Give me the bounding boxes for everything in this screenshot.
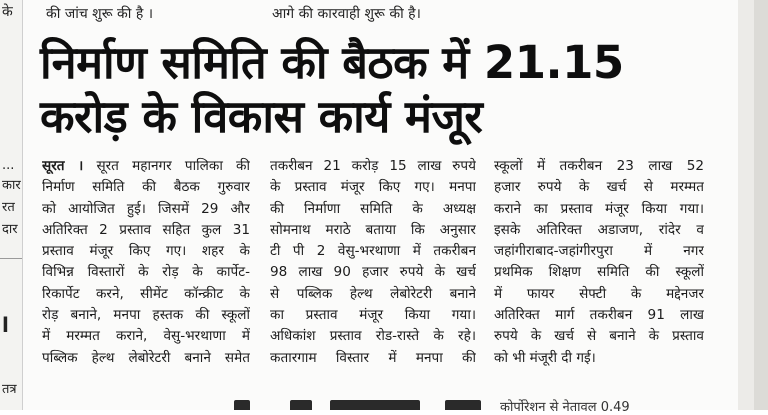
adjacent-article-left: [0, 0, 23, 410]
body-line: निर्माण समिति की बैठक गुरुवार: [42, 179, 250, 196]
previous-article-line: की जांच शुरू की है ।: [46, 6, 154, 22]
next-article-fragment: कोर्पोरेशन से नेतावल 0.49: [500, 400, 630, 415]
body-line: रोड़ बनाने, मनपा हस्तक की स्कूलों: [42, 307, 250, 324]
body-line: विभिन्न विस्तारों के रोड़ के कार्पेट-: [42, 264, 250, 281]
body-line: इसके अतिरिक्त अडाजण, रांदेर व: [494, 221, 704, 238]
body-line: रुपये के खर्च से बनाने के प्रस्ताव: [494, 328, 704, 345]
body-line: के प्रस्ताव मंजूर किए गए। मनपा: [270, 179, 476, 196]
body-line: तकरीबन 21 करोड़ 15 लाख रुपये: [270, 158, 476, 174]
body-line: को आयोजित हुई। जिसमें 29 और: [42, 200, 250, 217]
body-line: में मरम्मत कराने, वेसु-भरथाणा में: [42, 328, 250, 345]
article-column-1: [42, 156, 250, 369]
body-line: टी पी 2 वेसु-भरथाणा में तकरीबन: [270, 243, 476, 260]
headline-line: निर्माण समिति की बैठक में 21.15: [40, 36, 624, 89]
body-line: की निर्माणा समिति के अध्यक्ष: [270, 200, 476, 217]
article-column-3: [494, 156, 704, 369]
article-headline: [40, 36, 730, 144]
left-fragment: दार: [2, 222, 18, 237]
dateline: सूरत ।: [42, 158, 84, 174]
body-line: प्रथमिक शिक्षण समिति की स्कूलों: [494, 264, 704, 281]
body-line: कतारगाम विस्तार में मनपा की: [270, 349, 476, 366]
left-fragment: रत: [2, 200, 15, 215]
page-edge-right: [738, 0, 768, 410]
body-line: स्कूलों में तकरीबन 23 लाख 52: [494, 158, 704, 174]
body-line: कराने का प्रस्ताव मंजूर किया गया।: [494, 200, 704, 217]
left-fragment: कार: [2, 178, 21, 193]
body-line: पब्लिक हेल्थ लेबोरेटरी बनाने समेत: [42, 349, 250, 366]
edge-fragment: के: [2, 4, 13, 20]
body-line: जहांगीराबाद-जहांगीरपुरा में नगर: [494, 243, 704, 260]
left-fragment: ...: [2, 158, 15, 173]
previous-article-line: आगे की कारवाही शुरू की है।: [272, 6, 421, 22]
body-line: अधिकांश प्रस्ताव रोड-रास्ते के रहे।: [270, 328, 476, 345]
body-line: रिकार्पेट करने, सीमेंट कॉन्क्रीट के: [42, 285, 250, 302]
body-line: हजार रुपये के खर्च से मरम्मत: [494, 179, 704, 196]
next-headline-cropped: [230, 394, 710, 410]
body-line: में फायर सेफ्टी के मद्देनजर: [494, 285, 704, 302]
body-line: से पब्लिक हेल्थ लेबोरेटरी बनाने: [270, 285, 476, 302]
body-line: सूरत । सूरत महानगर पालिका की: [42, 158, 250, 174]
page-shadow: [754, 0, 768, 410]
headline-line: करोड़ के विकास कार्य मंजूर: [40, 90, 483, 143]
left-fragment: l: [2, 313, 9, 337]
body-line: को भी मंजूरी दी गई।: [494, 349, 596, 366]
body-line: अतिरिक्त मार्ग तकरीबन 91 लाख: [494, 307, 704, 324]
body-line: प्रस्ताव मंजूर किए गए। शहर के: [42, 243, 250, 260]
body-line: 98 लाख 90 हजार रुपये के खर्च: [270, 264, 476, 281]
body-line: अतिरिक्त 2 प्रस्ताव सहित कुल 31: [42, 221, 250, 238]
left-fragment: तत्र: [2, 382, 17, 397]
article-column-2: [270, 156, 476, 369]
body-line: सोमनाथ मराठे बताया कि अनुसार: [270, 221, 476, 238]
column-divider: [0, 258, 22, 259]
body-line: का प्रस्ताव मंजूर किया गया।: [270, 307, 476, 324]
